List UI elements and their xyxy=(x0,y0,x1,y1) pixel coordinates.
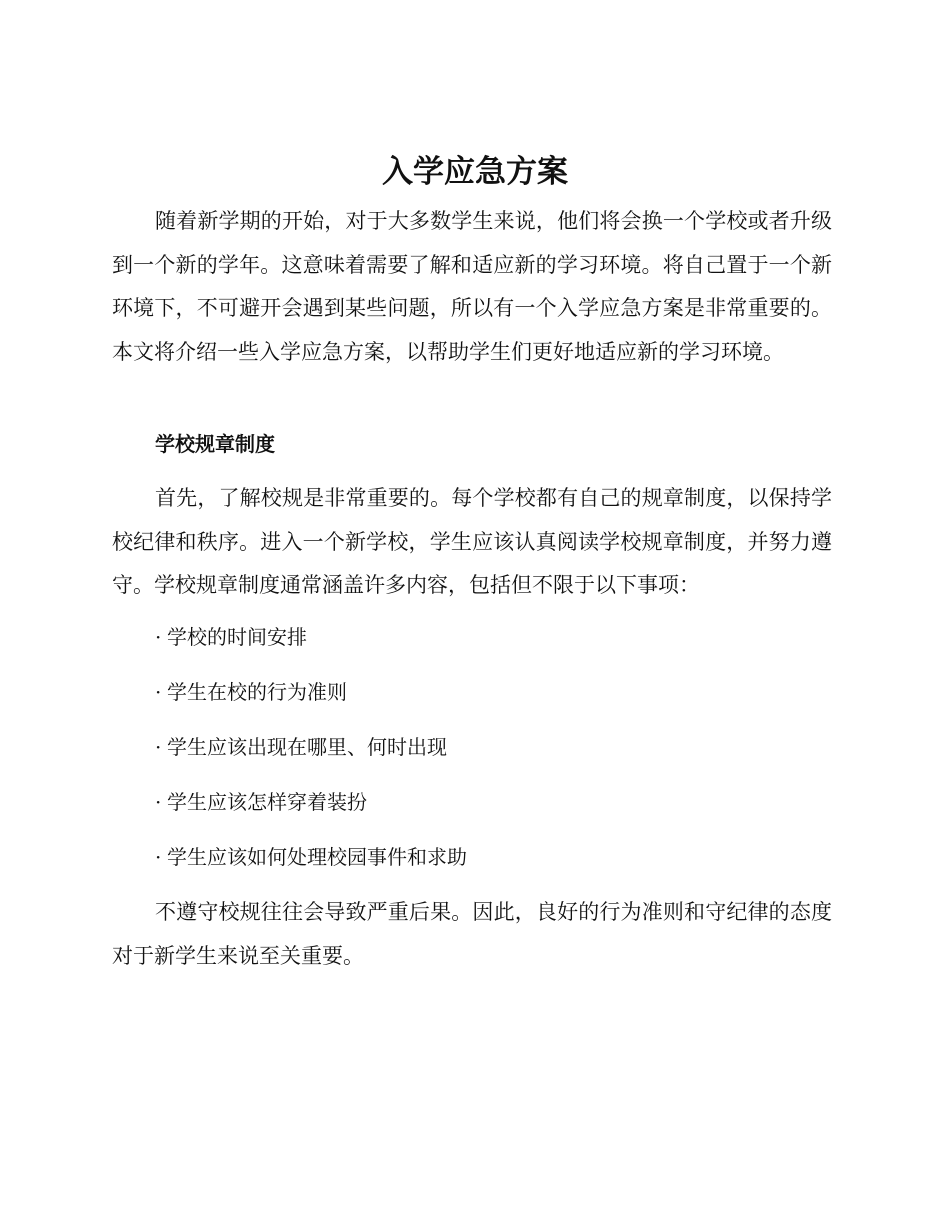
bullet-icon: · xyxy=(155,845,162,869)
list-item-text: 学生应该如何处理校园事件和求助 xyxy=(167,845,467,869)
bullet-icon: · xyxy=(155,735,162,759)
bullet-icon: · xyxy=(155,790,162,814)
bullet-icon: · xyxy=(155,625,162,649)
list-item-text: 学校的时间安排 xyxy=(167,625,307,649)
rules-bullet-list xyxy=(155,617,467,892)
document-title: 入学应急方案 xyxy=(382,154,568,190)
list-item xyxy=(155,617,467,672)
list-item xyxy=(155,727,467,782)
list-item-text: 学生应该出现在哪里、何时出现 xyxy=(167,735,447,759)
bullet-icon: · xyxy=(155,680,162,704)
list-item xyxy=(155,782,467,837)
intro-paragraph: 随着新学期的开始，对于大多数学生来说，他们将会换一个学校或者升级到一个新的学年。这意味着需要了解和适应新的学习环境。将自己置于一个新环境下，不可避开会遇到某些问题，所以有一个入学应急方案是非常重要的。本文将介绍一些入学应急方案，以帮助学生们更好地适应新的学习环境。 xyxy=(112,209,832,364)
rules-paragraph: 首先，了解校规是非常重要的。每个学校都有自己的规章制度，以保持学校纪律和秩序。进入一个新学校，学生应该认真阅读学校规章制度，并努力遵守。学校规章制度通常涵盖许多内容，包括但不限于以下事项： xyxy=(112,486,832,597)
list-item xyxy=(155,837,467,892)
list-item-text: 学生在校的行为准则 xyxy=(167,680,347,704)
consequence-paragraph: 不遵守校规往往会导致严重后果。因此，良好的行为准则和守纪律的态度对于新学生来说至关重要。 xyxy=(112,900,832,968)
section-heading-school-rules: 学校规章制度 xyxy=(155,432,275,456)
list-item xyxy=(155,672,467,727)
list-item-text: 学生应该怎样穿着装扮 xyxy=(167,790,367,814)
